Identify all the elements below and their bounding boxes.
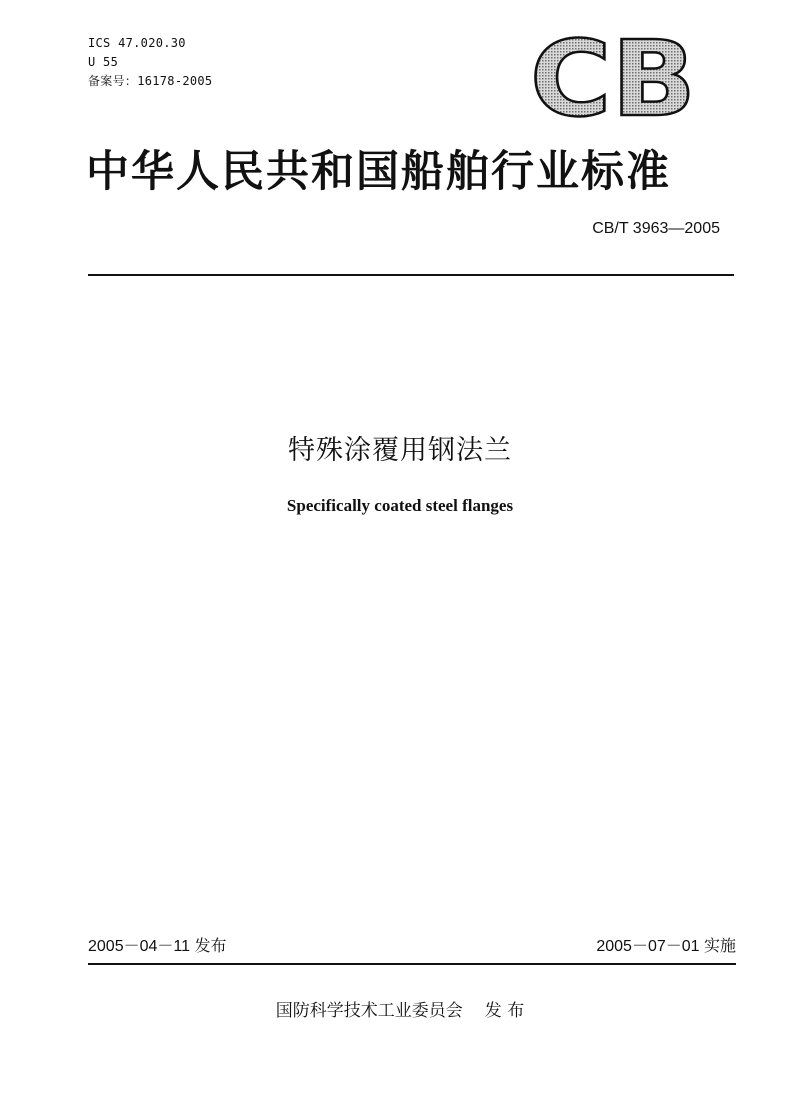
cb-logo-icon: [530, 36, 700, 120]
document-title-en: Specifically coated steel flanges: [286, 496, 514, 515]
cb-logo: [530, 36, 700, 120]
issuer-name: 国防科学技术工业委员会: [275, 1001, 463, 1021]
main-title: 中华人民共和国船舶行业标准: [86, 147, 671, 197]
bottom-divider: [88, 963, 736, 965]
publish-date: 2005－04－11 发布: [88, 938, 227, 955]
issuer-line: [0, 996, 800, 1021]
ics-code: ICS 47.020.30: [88, 36, 186, 50]
document-title-cn: 特殊涂覆用钢法兰: [288, 435, 512, 466]
classification-code: U 55: [88, 55, 119, 69]
issuer-action: 发 布: [484, 1001, 525, 1021]
header-metadata: [88, 34, 212, 91]
effective-date: 2005－07－01 实施: [596, 938, 736, 955]
standard-number: CB/T 3963—2005: [592, 220, 720, 237]
top-divider: [88, 274, 734, 276]
filing-number: 备案号：16178-2005: [88, 74, 213, 88]
logo-text: CB: [530, 36, 696, 120]
